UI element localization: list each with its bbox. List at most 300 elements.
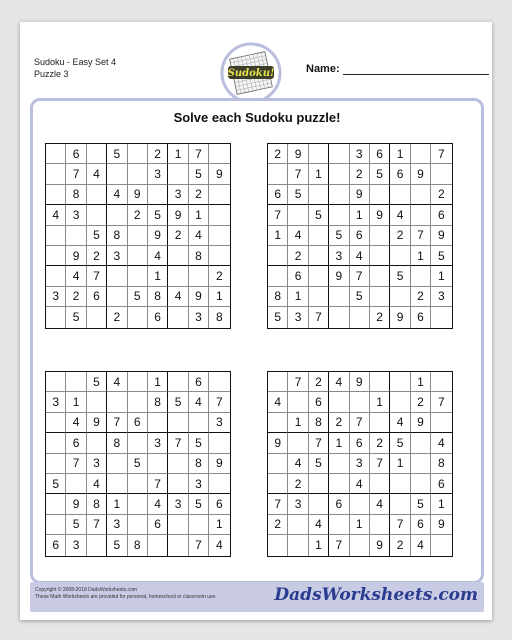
sudoku-empty-cell[interactable] [128, 433, 148, 453]
sudoku-given-cell: 7 [288, 372, 308, 392]
sudoku-given-cell: 8 [87, 494, 107, 514]
sudoku-given-cell: 4 [411, 535, 431, 555]
sudoku-given-cell: 7 [87, 515, 107, 535]
sudoku-empty-cell[interactable] [288, 205, 308, 225]
puzzle-frame [30, 98, 484, 584]
sudoku-given-cell: 2 [148, 144, 168, 164]
sudoku-empty-cell[interactable] [107, 474, 127, 494]
sudoku-given-cell: 2 [268, 515, 288, 535]
sudoku-empty-cell[interactable] [148, 535, 168, 555]
puzzle-number: Puzzle 3 [34, 69, 69, 79]
sudoku-given-cell: 8 [189, 454, 209, 474]
sudoku-empty-cell[interactable] [209, 185, 229, 205]
sudoku-given-cell: 7 [411, 226, 431, 246]
sudoku-given-cell: 7 [268, 205, 288, 225]
sudoku-given-cell: 2 [209, 266, 229, 286]
sudoku-given-cell: 4 [87, 474, 107, 494]
sudoku-given-cell: 3 [189, 474, 209, 494]
sudoku-given-cell: 7 [390, 515, 410, 535]
copyright-text: Copyright © 2008-2018 DadsWorksheets.com [35, 587, 137, 593]
sudoku-given-cell: 4 [370, 494, 390, 514]
sudoku-given-cell: 7 [148, 474, 168, 494]
sudoku-grid-4 [267, 371, 453, 557]
sudoku-empty-cell[interactable] [168, 535, 188, 555]
sudoku-empty-cell[interactable] [390, 474, 410, 494]
sudoku-empty-cell[interactable] [148, 454, 168, 474]
sudoku-empty-cell[interactable] [189, 266, 209, 286]
sudoku-given-cell: 4 [288, 226, 308, 246]
sudoku-empty-cell[interactable] [411, 205, 431, 225]
worksheet-page [20, 22, 492, 620]
sudoku-empty-cell[interactable] [87, 185, 107, 205]
sudoku-given-cell: 2 [390, 226, 410, 246]
sudoku-empty-cell[interactable] [309, 474, 329, 494]
sudoku-empty-cell[interactable] [46, 185, 66, 205]
sudoku-given-cell: 3 [209, 413, 229, 433]
sudoku-given-cell: 9 [66, 246, 86, 266]
sudoku-given-cell: 5 [189, 494, 209, 514]
sudoku-empty-cell[interactable] [370, 246, 390, 266]
sudoku-given-cell: 9 [87, 413, 107, 433]
sudoku-empty-cell[interactable] [46, 433, 66, 453]
sudoku-empty-cell[interactable] [268, 454, 288, 474]
sudoku-given-cell: 6 [66, 433, 86, 453]
sudoku-given-cell: 3 [168, 185, 188, 205]
sudoku-given-cell: 8 [148, 287, 168, 307]
sudoku-empty-cell[interactable] [411, 144, 431, 164]
sudoku-given-cell: 6 [288, 266, 308, 286]
sudoku-empty-cell[interactable] [87, 392, 107, 412]
sudoku-empty-cell[interactable] [309, 185, 329, 205]
sudoku-given-cell: 2 [309, 372, 329, 392]
sudoku-empty-cell[interactable] [148, 413, 168, 433]
sudoku-given-cell: 8 [268, 287, 288, 307]
sudoku-empty-cell[interactable] [268, 164, 288, 184]
sudoku-empty-cell[interactable] [268, 474, 288, 494]
sudoku-empty-cell[interactable] [370, 515, 390, 535]
sudoku-given-cell: 6 [309, 392, 329, 412]
sudoku-empty-cell[interactable] [390, 246, 410, 266]
sudoku-empty-cell[interactable] [288, 515, 308, 535]
sudoku-empty-cell[interactable] [168, 474, 188, 494]
sudoku-given-cell: 2 [329, 413, 349, 433]
sudoku-empty-cell[interactable] [309, 144, 329, 164]
sudoku-empty-cell[interactable] [329, 185, 349, 205]
sudoku-empty-cell[interactable] [268, 535, 288, 555]
sudoku-empty-cell[interactable] [370, 287, 390, 307]
sudoku-given-cell: 1 [107, 494, 127, 514]
sudoku-given-cell: 7 [309, 433, 329, 453]
sudoku-given-cell: 3 [288, 494, 308, 514]
sudoku-empty-cell[interactable] [390, 494, 410, 514]
sudoku-given-cell: 4 [107, 185, 127, 205]
sudoku-empty-cell[interactable] [268, 246, 288, 266]
sudoku-empty-cell[interactable] [189, 413, 209, 433]
sudoku-empty-cell[interactable] [107, 454, 127, 474]
sudoku-given-cell: 1 [390, 144, 410, 164]
sudoku-given-cell: 3 [350, 454, 370, 474]
sudoku-given-cell: 5 [431, 246, 451, 266]
sudoku-empty-cell[interactable] [46, 515, 66, 535]
sudoku-empty-cell[interactable] [329, 287, 349, 307]
sudoku-empty-cell[interactable] [46, 246, 66, 266]
sudoku-empty-cell[interactable] [128, 164, 148, 184]
sudoku-given-cell: 4 [148, 494, 168, 514]
sudoku-empty-cell[interactable] [329, 164, 349, 184]
sudoku-given-cell: 6 [148, 515, 168, 535]
sudoku-given-cell: 2 [189, 185, 209, 205]
sudoku-given-cell: 1 [350, 515, 370, 535]
sudoku-given-cell: 3 [288, 307, 308, 327]
sudoku-empty-cell[interactable] [128, 307, 148, 327]
sudoku-given-cell: 5 [329, 226, 349, 246]
sudoku-given-cell: 8 [148, 392, 168, 412]
sudoku-empty-cell[interactable] [411, 454, 431, 474]
sudoku-given-cell: 4 [350, 474, 370, 494]
sudoku-empty-cell[interactable] [66, 226, 86, 246]
sudoku-given-cell: 2 [128, 205, 148, 225]
sudoku-given-cell: 9 [390, 307, 410, 327]
sudoku-empty-cell[interactable] [46, 164, 66, 184]
sudoku-given-cell: 2 [350, 164, 370, 184]
sudoku-given-cell: 1 [209, 287, 229, 307]
sudoku-given-cell: 5 [128, 287, 148, 307]
sudoku-empty-cell[interactable] [168, 372, 188, 392]
sudoku-empty-cell[interactable] [46, 413, 66, 433]
sudoku-empty-cell[interactable] [209, 205, 229, 225]
sudoku-given-cell: 3 [66, 205, 86, 225]
sudoku-given-cell: 7 [87, 266, 107, 286]
sudoku-empty-cell[interactable] [370, 372, 390, 392]
sudoku-empty-cell[interactable] [46, 372, 66, 392]
sudoku-empty-cell[interactable] [189, 515, 209, 535]
sudoku-empty-cell[interactable] [329, 454, 349, 474]
sudoku-given-cell: 4 [329, 372, 349, 392]
sudoku-given-cell: 5 [268, 307, 288, 327]
sudoku-given-cell: 9 [431, 226, 451, 246]
sudoku-empty-cell[interactable] [128, 392, 148, 412]
sudoku-given-cell: 9 [128, 185, 148, 205]
sudoku-empty-cell[interactable] [46, 226, 66, 246]
sudoku-empty-cell[interactable] [107, 287, 127, 307]
sudoku-empty-cell[interactable] [87, 433, 107, 453]
instruction-heading: Solve each Sudoku puzzle! [173, 110, 341, 125]
sudoku-given-cell: 2 [370, 433, 390, 453]
sudoku-given-cell: 4 [168, 287, 188, 307]
sudoku-empty-cell[interactable] [329, 515, 349, 535]
sudoku-empty-cell[interactable] [431, 372, 451, 392]
sudoku-given-cell: 9 [288, 144, 308, 164]
sudoku-empty-cell[interactable] [350, 307, 370, 327]
sudoku-empty-cell[interactable] [209, 226, 229, 246]
sudoku-given-cell: 3 [148, 433, 168, 453]
sudoku-given-cell: 7 [107, 413, 127, 433]
sudoku-given-cell: 4 [66, 266, 86, 286]
sudoku-given-cell: 4 [309, 515, 329, 535]
sudoku-given-cell: 5 [390, 266, 410, 286]
sudoku-empty-cell[interactable] [268, 372, 288, 392]
sudoku-given-cell: 5 [350, 287, 370, 307]
dadsworksheets-logo: DadsWorksheets.com [274, 585, 478, 605]
sudoku-given-cell: 7 [350, 266, 370, 286]
sudoku-given-cell: 2 [390, 535, 410, 555]
sudoku-given-cell: 8 [66, 185, 86, 205]
worksheet-title: Sudoku - Easy Set 4 [34, 57, 117, 67]
sudoku-given-cell: 2 [168, 226, 188, 246]
sudoku-empty-cell[interactable] [46, 144, 66, 164]
sudoku-given-cell: 6 [66, 144, 86, 164]
sudoku-empty-cell[interactable] [309, 226, 329, 246]
sudoku-empty-cell[interactable] [390, 185, 410, 205]
sudoku-empty-cell[interactable] [390, 392, 410, 412]
sudoku-empty-cell[interactable] [168, 307, 188, 327]
sudoku-empty-cell[interactable] [168, 266, 188, 286]
sudoku-given-cell: 1 [370, 392, 390, 412]
sudoku-empty-cell[interactable] [288, 433, 308, 453]
sudoku-given-cell: 1 [148, 266, 168, 286]
sudoku-given-cell: 3 [329, 246, 349, 266]
sudoku-empty-cell[interactable] [431, 307, 451, 327]
sudoku-empty-cell[interactable] [128, 246, 148, 266]
sudoku-logo [220, 42, 282, 104]
sudoku-given-cell: 5 [148, 205, 168, 225]
sudoku-given-cell: 7 [168, 433, 188, 453]
sudoku-given-cell: 7 [189, 144, 209, 164]
sudoku-empty-cell[interactable] [309, 287, 329, 307]
sudoku-given-cell: 7 [370, 454, 390, 474]
sudoku-empty-cell[interactable] [168, 454, 188, 474]
sudoku-given-cell: 5 [370, 164, 390, 184]
sudoku-given-cell: 8 [189, 246, 209, 266]
sudoku-given-cell: 3 [168, 494, 188, 514]
sudoku-given-cell: 5 [128, 454, 148, 474]
sudoku-given-cell: 5 [107, 535, 127, 555]
sudoku-empty-cell[interactable] [87, 205, 107, 225]
sudoku-empty-cell[interactable] [268, 413, 288, 433]
sudoku-given-cell: 9 [209, 164, 229, 184]
sudoku-grid-3 [45, 371, 231, 557]
sudoku-empty-cell[interactable] [390, 287, 410, 307]
sudoku-given-cell: 1 [350, 205, 370, 225]
sudoku-given-cell: 4 [148, 246, 168, 266]
sudoku-empty-cell[interactable] [370, 266, 390, 286]
sudoku-empty-cell[interactable] [46, 454, 66, 474]
sudoku-empty-cell[interactable] [370, 413, 390, 433]
sudoku-given-cell: 1 [168, 144, 188, 164]
sudoku-given-cell: 4 [107, 372, 127, 392]
sudoku-empty-cell[interactable] [329, 474, 349, 494]
sudoku-empty-cell[interactable] [288, 535, 308, 555]
sudoku-empty-cell[interactable] [107, 392, 127, 412]
sudoku-empty-cell[interactable] [209, 433, 229, 453]
sudoku-empty-cell[interactable] [107, 205, 127, 225]
sudoku-empty-cell[interactable] [411, 266, 431, 286]
sudoku-given-cell: 4 [390, 205, 410, 225]
sudoku-given-cell: 3 [189, 307, 209, 327]
name-line[interactable] [343, 64, 489, 75]
sudoku-given-cell: 4 [66, 413, 86, 433]
sudoku-given-cell: 5 [107, 144, 127, 164]
sudoku-empty-cell[interactable] [288, 392, 308, 412]
sudoku-given-cell: 1 [431, 266, 451, 286]
sudoku-given-cell: 5 [189, 433, 209, 453]
sudoku-empty-cell[interactable] [168, 246, 188, 266]
sudoku-given-cell: 2 [431, 185, 451, 205]
sudoku-empty-cell[interactable] [168, 515, 188, 535]
sudoku-given-cell: 1 [209, 515, 229, 535]
sudoku-empty-cell[interactable] [309, 494, 329, 514]
sudoku-empty-cell[interactable] [107, 266, 127, 286]
sudoku-empty-cell[interactable] [87, 535, 107, 555]
sudoku-empty-cell[interactable] [350, 392, 370, 412]
sudoku-given-cell: 1 [411, 372, 431, 392]
sudoku-given-cell: 5 [411, 494, 431, 514]
sudoku-given-cell: 4 [46, 205, 66, 225]
sudoku-given-cell: 2 [288, 246, 308, 266]
sudoku-empty-cell[interactable] [431, 535, 451, 555]
sudoku-given-cell: 9 [329, 266, 349, 286]
sudoku-given-cell: 9 [66, 494, 86, 514]
sudoku-empty-cell[interactable] [128, 515, 148, 535]
sudoku-given-cell: 6 [148, 307, 168, 327]
sudoku-given-cell: 8 [107, 226, 127, 246]
sudoku-given-cell: 4 [189, 226, 209, 246]
sudoku-empty-cell[interactable] [87, 307, 107, 327]
sudoku-given-cell: 1 [288, 413, 308, 433]
sudoku-empty-cell[interactable] [128, 372, 148, 392]
sudoku-given-cell: 7 [66, 164, 86, 184]
sudoku-empty-cell[interactable] [370, 474, 390, 494]
sudoku-given-cell: 2 [411, 287, 431, 307]
sudoku-empty-cell[interactable] [209, 474, 229, 494]
sudoku-empty-cell[interactable] [168, 164, 188, 184]
sudoku-empty-cell[interactable] [107, 164, 127, 184]
sudoku-empty-cell[interactable] [411, 474, 431, 494]
sudoku-given-cell: 5 [87, 372, 107, 392]
sudoku-empty-cell[interactable] [209, 372, 229, 392]
sudoku-empty-cell[interactable] [370, 226, 390, 246]
sudoku-given-cell: 3 [46, 392, 66, 412]
sudoku-empty-cell[interactable] [431, 164, 451, 184]
sudoku-given-cell: 6 [431, 474, 451, 494]
sudoku-given-cell: 6 [350, 433, 370, 453]
sudoku-given-cell: 5 [288, 185, 308, 205]
sudoku-given-cell: 9 [411, 164, 431, 184]
sudoku-given-cell: 2 [107, 307, 127, 327]
sudoku-empty-cell[interactable] [46, 307, 66, 327]
sudoku-given-cell: 9 [370, 205, 390, 225]
sudoku-given-cell: 5 [66, 515, 86, 535]
sudoku-given-cell: 4 [87, 164, 107, 184]
sudoku-empty-cell[interactable] [350, 535, 370, 555]
sudoku-empty-cell[interactable] [168, 413, 188, 433]
sudoku-given-cell: 5 [390, 433, 410, 453]
sudoku-given-cell: 2 [411, 392, 431, 412]
sudoku-given-cell: 6 [411, 307, 431, 327]
sudoku-given-cell: 3 [66, 535, 86, 555]
sudoku-empty-cell[interactable] [209, 144, 229, 164]
sudoku-given-cell: 2 [87, 246, 107, 266]
sudoku-empty-cell[interactable] [411, 185, 431, 205]
sudoku-empty-cell[interactable] [66, 474, 86, 494]
sudoku-given-cell: 3 [87, 454, 107, 474]
sudoku-empty-cell[interactable] [329, 205, 349, 225]
sudoku-given-cell: 5 [168, 392, 188, 412]
sudoku-given-cell: 3 [107, 246, 127, 266]
sudoku-empty-cell[interactable] [370, 185, 390, 205]
sudoku-empty-cell[interactable] [128, 226, 148, 246]
sudoku-given-cell: 4 [189, 392, 209, 412]
sudoku-empty-cell[interactable] [46, 266, 66, 286]
worksheet-header [34, 56, 116, 80]
sudoku-given-cell: 3 [431, 287, 451, 307]
sudoku-empty-cell[interactable] [329, 392, 349, 412]
sudoku-given-cell: 6 [209, 494, 229, 514]
sudoku-given-cell: 8 [431, 454, 451, 474]
sudoku-empty-cell[interactable] [390, 372, 410, 392]
sudoku-given-cell: 9 [148, 226, 168, 246]
sudoku-given-cell: 6 [46, 535, 66, 555]
sudoku-empty-cell[interactable] [431, 413, 451, 433]
sudoku-given-cell: 1 [309, 164, 329, 184]
sudoku-given-cell: 4 [390, 413, 410, 433]
sudoku-given-cell: 6 [189, 372, 209, 392]
sudoku-empty-cell[interactable] [268, 266, 288, 286]
sudoku-given-cell: 1 [66, 392, 86, 412]
sudoku-empty-cell[interactable] [128, 144, 148, 164]
sudoku-empty-cell[interactable] [350, 494, 370, 514]
sudoku-grid-1 [45, 143, 231, 329]
sudoku-given-cell: 4 [268, 392, 288, 412]
sudoku-given-cell: 7 [329, 535, 349, 555]
sudoku-given-cell: 5 [66, 307, 86, 327]
sudoku-given-cell: 2 [66, 287, 86, 307]
sudoku-given-cell: 6 [268, 185, 288, 205]
sudoku-empty-cell[interactable] [411, 433, 431, 453]
sudoku-empty-cell[interactable] [128, 266, 148, 286]
sudoku-given-cell: 1 [309, 535, 329, 555]
sudoku-given-cell: 9 [411, 413, 431, 433]
name-field[interactable] [306, 63, 489, 75]
footer-text [35, 587, 217, 601]
sudoku-empty-cell[interactable] [128, 494, 148, 514]
sudoku-given-cell: 3 [148, 164, 168, 184]
sudoku-empty-cell[interactable] [148, 185, 168, 205]
sudoku-given-cell: 9 [370, 535, 390, 555]
sudoku-empty-cell[interactable] [128, 474, 148, 494]
sudoku-given-cell: 3 [350, 144, 370, 164]
sudoku-given-cell: 6 [390, 164, 410, 184]
name-label: Name: [306, 63, 340, 75]
sudoku-empty-cell[interactable] [46, 494, 66, 514]
sudoku-given-cell: 1 [288, 287, 308, 307]
sudoku-given-cell: 7 [431, 144, 451, 164]
sudoku-given-cell: 4 [431, 433, 451, 453]
sudoku-empty-cell[interactable] [209, 246, 229, 266]
sudoku-empty-cell[interactable] [66, 372, 86, 392]
sudoku-given-cell: 1 [189, 205, 209, 225]
sudoku-given-cell: 8 [107, 433, 127, 453]
sudoku-given-cell: 6 [329, 494, 349, 514]
sudoku-given-cell: 3 [46, 287, 66, 307]
sudoku-empty-cell[interactable] [329, 307, 349, 327]
sudoku-empty-cell[interactable] [87, 144, 107, 164]
sudoku-empty-cell[interactable] [329, 144, 349, 164]
sudoku-empty-cell[interactable] [309, 246, 329, 266]
sudoku-given-cell: 7 [189, 535, 209, 555]
sudoku-empty-cell[interactable] [309, 266, 329, 286]
sudoku-given-cell: 1 [390, 454, 410, 474]
